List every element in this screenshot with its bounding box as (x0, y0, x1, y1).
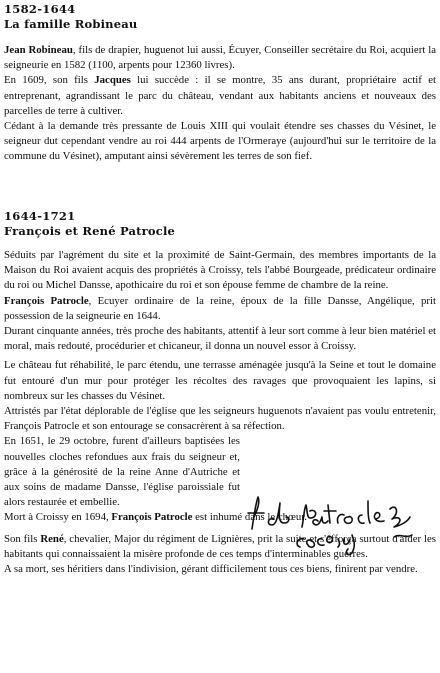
paragraph-text: En 1609, son fils (4, 74, 95, 87)
paragraph: Le château fut réhabilité, le parc étendu, une terrasse aménagée jusqu'à la Seine et tout le domaine fut entouré d'un mur pour protéger les récoltes des ravages que provoquaient les lapins, si nombreux sur les chasses du Vésinet. (4, 359, 436, 402)
paragraph-text: Mort à Croissy en 1694, (4, 511, 112, 524)
paragraph-text: Son fils (4, 532, 41, 545)
paragraph (4, 73, 436, 119)
person-name: Jacques (94, 74, 131, 87)
paragraph (4, 294, 436, 324)
section-date: 1644-1721 (4, 209, 76, 223)
paragraph (4, 119, 436, 165)
section-title: François et René Patrocle (4, 224, 176, 238)
paragraph-text: , fils de drapier, huguenot lui aussi, Écuyer, Conseiller secrétaire du Roi, acquiert la seigneurie en 1582 (1100, arpents pour 12360 livres). (4, 44, 436, 72)
paragraph-text: Cédant à la demande très pressante de Louis XIII qui voulait étendre ses chasses du Vésinet, le seigneur dut cependant vendre au roi 444 arpents de l'Ormeraye (aujourd'hui sur le territoire de la commune du Vésinet), amputant ainsi sévèrement les terres de son fief. (4, 120, 436, 163)
section-date: 1582-1644 (4, 2, 76, 16)
section-title: La famille Robineau (4, 17, 138, 31)
person-name: René (40, 532, 64, 545)
section-robineau (4, 2, 436, 165)
signature-image (244, 487, 434, 559)
paragraph-text: , Ecuyer ordinaire de la reine, époux de la fille Dansse, Angélique, prit possession de la seigneurie en 1644. (4, 294, 436, 322)
paragraph-text: , chevalier, Major du régiment de Lignières, prit la suite et s'efforça surtout d'aider les habitants qui connaissaient la misère profonde de ces temps d'interminables guerres. (4, 532, 436, 560)
paragraph-text: est inhumé dans le chœur. (192, 511, 307, 524)
person-name: François Patrocle (111, 511, 193, 524)
paragraph: En 1651, le 29 octobre, furent d'ailleurs baptisées les nouvelles cloches refondues aux frais du seigneur et, grâce à la générosité de la reine Anne d'Autriche et aux soins de madame Dansse, l'église paroissiale fut alors restaurée et embellie. (4, 435, 240, 509)
person-name: François Patrocle (4, 294, 89, 307)
paragraph: Durant cinquante années, très proche des habitants, attentif à leur sort comme à leur bien matériel et moral, mais redouté, procédurier et chicaneur, il donna un nouvel essor à Croissy. (4, 325, 436, 353)
paragraph: Séduits par l'agrément du site et la proximité de Saint-Germain, des membres importants de la Maison du Roi avaient acquis des propriétés à Croissy, tels l'abbé Bourgeade, prédicateur ordinaire du roi ou Michel Dansse, apothicaire du roi et son épouse femme de chambre de la reine. (4, 249, 436, 292)
paragraph-text: lui succède : il se montre, 35 ans durant, propriétaire actif et entreprenant, agrandissant le parc du château, vendant aux habitants anciens et nouveaux des parcelles de terre à cultiver. (4, 74, 436, 117)
person-name: Jean Robineau (4, 44, 73, 56)
paragraph (4, 43, 436, 73)
paragraph: A sa mort, ses héritiers dans l'indivision, gérant difficilement tous ces biens, finirent par vendre. (4, 563, 418, 576)
paragraph: Attristés par l'état déplorable de l'église que les seigneurs huguenots n'avaient pas voulu entretenir, François Patrocle et son entourage se consacrèrent à sa réfection. (4, 405, 436, 433)
